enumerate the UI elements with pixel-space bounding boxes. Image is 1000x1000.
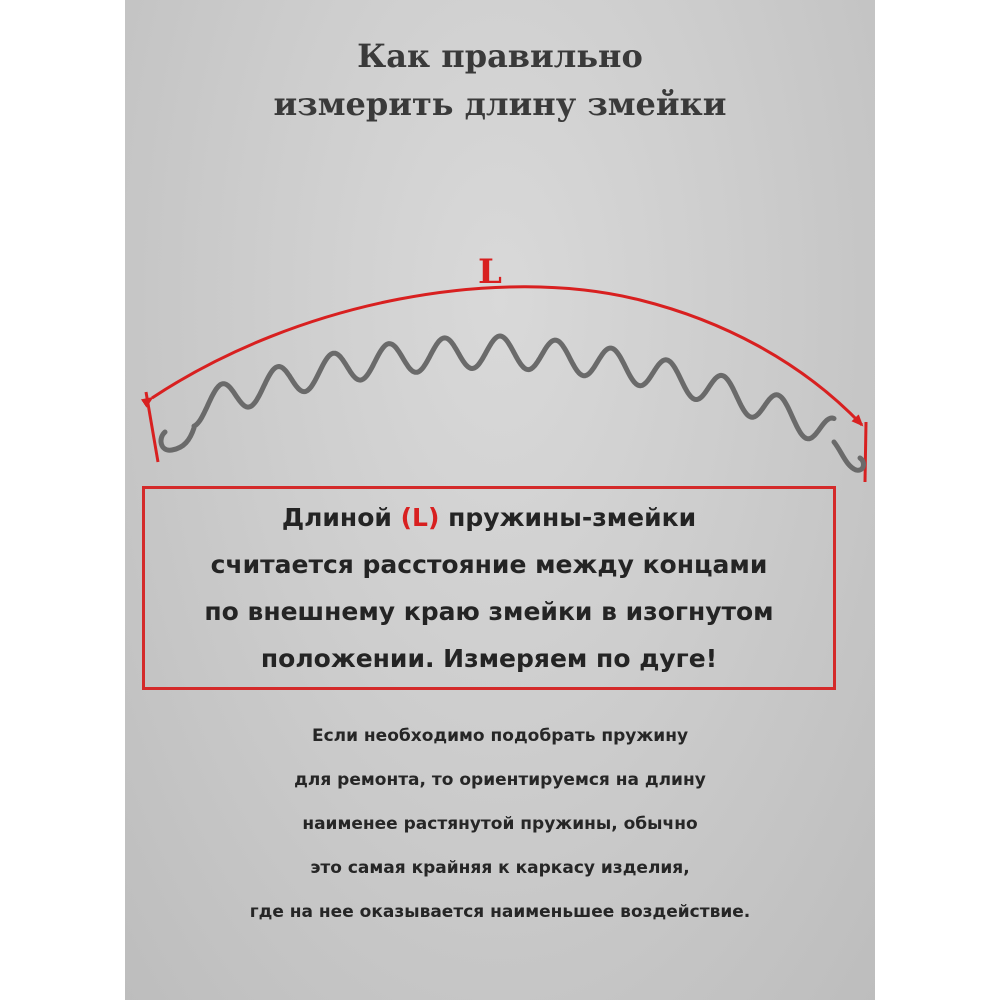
definition-line-4: положении. Измеряем по дуге! — [260, 644, 718, 673]
title-line-2: измерить длину змейки — [273, 85, 727, 123]
definition-line-1 — [142, 494, 836, 541]
length-symbol: (L) — [400, 503, 440, 532]
note-line-4: это самая крайняя к каркасу изделия, — [310, 858, 690, 878]
right-end-tick — [865, 422, 866, 482]
repair-note — [125, 714, 875, 934]
definition-line-1-end: пружины-змейки — [439, 503, 697, 532]
note-line-3: наименее растянутой пружины, обычно — [302, 814, 698, 834]
definition-line-2: считается расстояние между концами — [210, 550, 768, 579]
definition-line-1-start: Длиной — [281, 503, 401, 532]
spring-right-hook — [834, 442, 863, 470]
note-line-5: где на нее оказывается наименьшее воздействие. — [249, 902, 751, 922]
note-line-2: для ремонта, то ориентируемся на длину — [294, 770, 706, 790]
left-end-tick — [146, 392, 158, 462]
measurement-arc — [152, 287, 862, 425]
title-line-1: Как правильно — [357, 37, 643, 75]
zigzag-spring — [194, 336, 834, 439]
note-line-1: Если необходимо подобрать пружину — [311, 726, 689, 746]
spring-left-hook — [161, 428, 194, 450]
definition-text — [142, 494, 836, 682]
definition-line-3: по внешнему краю змейки в изогнутом — [204, 597, 774, 626]
length-label: L — [478, 252, 502, 292]
